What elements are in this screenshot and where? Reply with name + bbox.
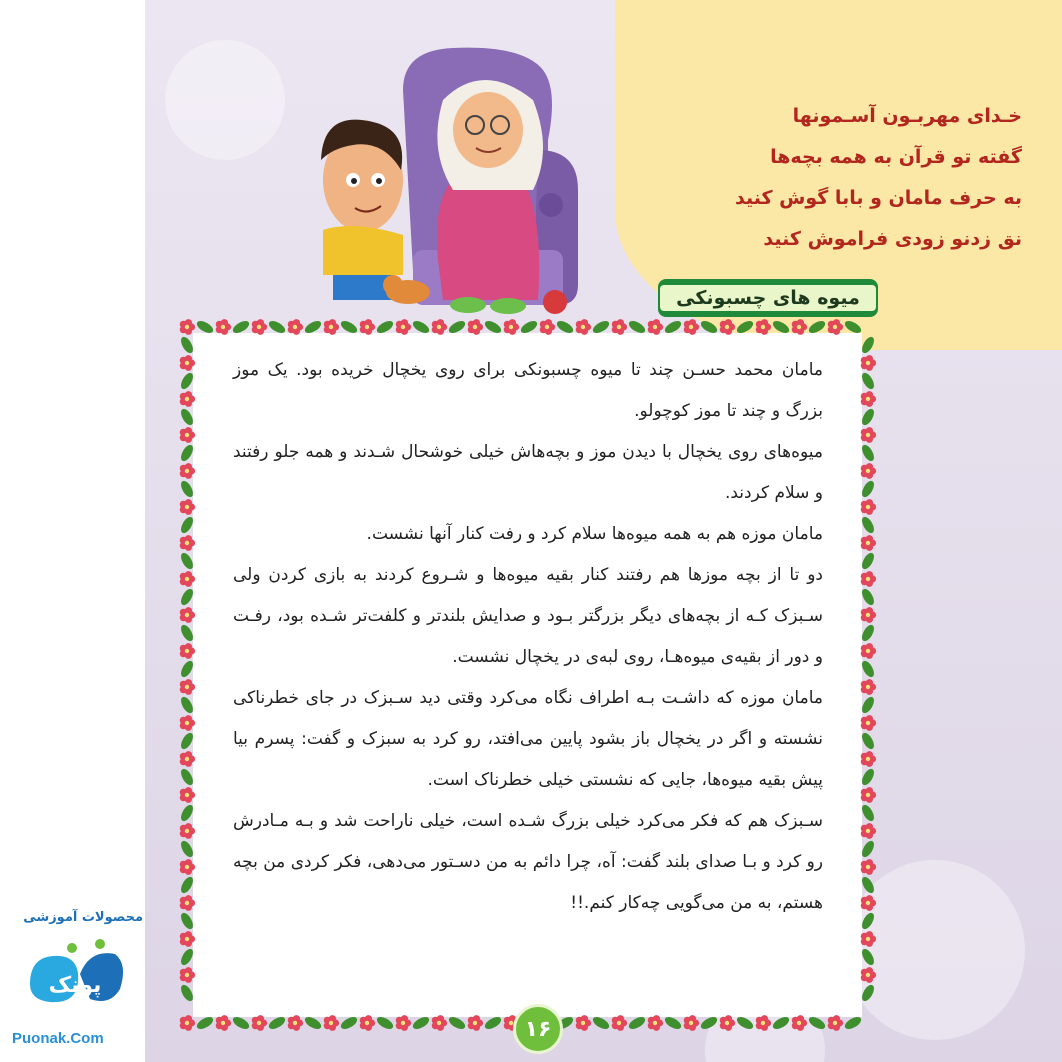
- border-flower-icon: [792, 1015, 807, 1031]
- border-leaf-icon: [267, 319, 287, 336]
- border-flower-icon: [324, 1015, 339, 1031]
- border-flower-icon: [828, 319, 843, 335]
- border-flower-icon: [180, 895, 195, 911]
- border-flower-icon: [396, 319, 411, 335]
- border-flower-icon: [504, 319, 519, 335]
- grandmother-face: [453, 92, 523, 168]
- border-flower-icon: [396, 1015, 411, 1031]
- border-leaf-icon: [179, 695, 196, 715]
- page-number: ۱۶: [513, 1004, 563, 1054]
- border-leaf-icon: [860, 695, 877, 715]
- border-leaf-icon: [179, 875, 196, 895]
- border-flower-icon: [432, 1015, 447, 1031]
- border-leaf-icon: [860, 875, 877, 895]
- border-leaf-icon: [663, 319, 683, 336]
- border-leaf-icon: [179, 515, 196, 535]
- cat-head: [383, 275, 403, 295]
- brand-tagline: محصولات آموزشی: [23, 910, 143, 925]
- yarn-ball-icon: [543, 290, 567, 314]
- story-paragraph: میوه‌های روی یخچال با دیدن موز و بچه‌هاش خیلی خوشحال شـدند و همه جلو رفتند و سلام کردند.: [233, 442, 823, 503]
- border-leaf-icon: [195, 319, 215, 336]
- border-leaf-icon: [860, 335, 877, 355]
- border-flower-icon: [180, 607, 195, 623]
- section-title: میوه های چسبونکی: [660, 285, 876, 311]
- border-flower-icon: [720, 319, 735, 335]
- border-leaf-icon: [555, 319, 575, 336]
- border-flower-icon: [861, 355, 876, 371]
- border-flower-icon: [252, 319, 267, 335]
- border-leaf-icon: [179, 767, 196, 787]
- poem-line: نق زدنو زودی فراموش کنید: [763, 228, 1022, 250]
- story-paragraph: دو تا از بچه موزها هم رفتند کنار بقیه میوه‌ها و شـروع کردند به بازی کردن ولی سـبزک کـه از بچه‌های دیگر بزرگتر بـود و صدایش بلندتر و کلفت‌تر شـده بود، رفـت و دور از بقیه‌ی میوه‌هـا، روی لبه‌ی در یخچال نشست.: [233, 565, 823, 667]
- book-page: [145, 0, 1062, 1062]
- border-leaf-icon: [860, 803, 877, 823]
- border-flower-icon: [180, 643, 195, 659]
- border-flower-icon: [324, 319, 339, 335]
- slipper-icon: [490, 298, 526, 314]
- border-leaf-icon: [860, 623, 877, 643]
- border-flower-icon: [861, 427, 876, 443]
- border-flower-icon: [861, 859, 876, 875]
- border-flower-icon: [180, 751, 195, 767]
- border-leaf-icon: [771, 319, 791, 336]
- border-flower-icon: [861, 931, 876, 947]
- border-leaf-icon: [179, 659, 196, 679]
- border-leaf-icon: [519, 319, 539, 336]
- border-leaf-icon: [375, 319, 395, 336]
- border-flower-icon: [684, 319, 699, 335]
- border-leaf-icon: [179, 407, 196, 427]
- border-flower-icon: [648, 1015, 663, 1031]
- border-leaf-icon: [179, 479, 196, 499]
- border-flower-icon: [216, 1015, 231, 1031]
- border-leaf-icon: [860, 479, 877, 499]
- border-leaf-icon: [843, 319, 863, 336]
- puonak-logo-icon: [20, 934, 130, 1014]
- border-flower-icon: [861, 895, 876, 911]
- poem-line: گفته تو قرآن به همه بچه‌ها: [770, 146, 1022, 168]
- border-leaf-icon: [339, 1015, 359, 1032]
- border-flower-icon: [612, 319, 627, 335]
- border-flower-icon: [576, 319, 591, 335]
- border-leaf-icon: [860, 983, 877, 1003]
- story-paragraph: مامان موزه که داشـت بـه اطراف نگاه می‌کرد وقتی دید سـبزک در جای خطرناکی نشسته و اگر در یخچال باز بشود پایین می‌افتد، رو کرد به سبزک و گفت: پسرم بیا پیش بقیه میوه‌ها، جایی که نشستی خیلی خطرناک است.: [233, 688, 823, 790]
- border-flower-icon: [288, 319, 303, 335]
- border-flower-icon: [756, 1015, 771, 1031]
- boy-shirt: [323, 226, 403, 275]
- border-flower-icon: [252, 1015, 267, 1031]
- border-leaf-icon: [179, 803, 196, 823]
- border-leaf-icon: [860, 371, 877, 391]
- border-leaf-icon: [179, 731, 196, 751]
- border-leaf-icon: [267, 1015, 287, 1032]
- border-flower-icon: [180, 463, 195, 479]
- border-leaf-icon: [627, 319, 647, 336]
- border-flower-icon: [180, 787, 195, 803]
- border-flower-icon: [180, 571, 195, 587]
- border-flower-icon: [468, 1015, 483, 1031]
- border-leaf-icon: [860, 947, 877, 967]
- border-leaf-icon: [375, 1015, 395, 1032]
- border-leaf-icon: [860, 839, 877, 859]
- story-text: [233, 350, 823, 924]
- border-flower-icon: [180, 715, 195, 731]
- border-flower-icon: [576, 1015, 591, 1031]
- border-flower-icon: [180, 679, 195, 695]
- border-flower-icon: [861, 715, 876, 731]
- border-leaf-icon: [483, 1015, 503, 1032]
- border-leaf-icon: [231, 1015, 251, 1032]
- border-leaf-icon: [179, 587, 196, 607]
- border-flower-icon: [432, 319, 447, 335]
- border-leaf-icon: [179, 839, 196, 859]
- border-flower-icon: [684, 1015, 699, 1031]
- border-leaf-icon: [860, 443, 877, 463]
- border-leaf-icon: [411, 319, 431, 336]
- border-flower-icon: [540, 319, 555, 335]
- border-leaf-icon: [231, 319, 251, 336]
- border-leaf-icon: [303, 1015, 323, 1032]
- story-paragraph: مامان موزه هم به همه میوه‌ها سلام کرد و رفت کنار آنها نشست.: [366, 524, 823, 544]
- border-flower-icon: [861, 499, 876, 515]
- border-leaf-icon: [411, 1015, 431, 1032]
- border-leaf-icon: [591, 1015, 611, 1032]
- border-flower-icon: [180, 967, 195, 983]
- border-leaf-icon: [179, 443, 196, 463]
- border-flower-icon: [360, 1015, 375, 1031]
- border-flower-icon: [180, 391, 195, 407]
- border-leaf-icon: [860, 767, 877, 787]
- border-flower-icon: [180, 535, 195, 551]
- border-leaf-icon: [735, 1015, 755, 1032]
- border-leaf-icon: [179, 371, 196, 391]
- border-leaf-icon: [447, 319, 467, 336]
- border-flower-icon: [861, 571, 876, 587]
- boy-pupil: [351, 178, 357, 184]
- border-flower-icon: [861, 967, 876, 983]
- border-flower-icon: [180, 931, 195, 947]
- poem-line: خـدای مهربـون آسـمونها: [792, 105, 1022, 127]
- border-flower-icon: [288, 1015, 303, 1031]
- border-leaf-icon: [860, 911, 877, 931]
- border-flower-icon: [180, 823, 195, 839]
- border-flower-icon: [720, 1015, 735, 1031]
- border-flower-icon: [861, 823, 876, 839]
- border-leaf-icon: [860, 515, 877, 535]
- slipper-icon: [450, 297, 486, 313]
- border-flower-icon: [861, 463, 876, 479]
- armchair-swirl: [539, 193, 563, 217]
- brand-url: Puonak.Com: [12, 1030, 104, 1047]
- border-flower-icon: [828, 1015, 843, 1031]
- border-flower-icon: [180, 499, 195, 515]
- border-leaf-icon: [807, 1015, 827, 1032]
- poem: [642, 96, 1022, 260]
- border-flower-icon: [861, 391, 876, 407]
- svg-text:پونک: پونک: [48, 973, 102, 998]
- border-leaf-icon: [860, 731, 877, 751]
- border-flower-icon: [180, 427, 195, 443]
- border-flower-icon: [360, 319, 375, 335]
- border-leaf-icon: [179, 983, 196, 1003]
- border-leaf-icon: [179, 623, 196, 643]
- border-leaf-icon: [699, 1015, 719, 1032]
- section-title-box: [658, 279, 878, 317]
- border-flower-icon: [861, 535, 876, 551]
- border-flower-icon: [180, 859, 195, 875]
- border-flower-icon: [180, 1015, 195, 1031]
- border-flower-icon: [861, 751, 876, 767]
- border-flower-icon: [468, 319, 483, 335]
- border-leaf-icon: [627, 1015, 647, 1032]
- border-leaf-icon: [447, 1015, 467, 1032]
- border-leaf-icon: [303, 319, 323, 336]
- story-paragraph: مامان محمد حسـن چند تا میوه چسبونکی برای روی یخچال خریده بود. یک موز بزرگ و چند تا موز کوچولو.: [233, 360, 823, 421]
- border-leaf-icon: [663, 1015, 683, 1032]
- poem-line: به حرف مامان و بابا گوش کنید: [734, 187, 1022, 209]
- border-leaf-icon: [179, 551, 196, 571]
- border-leaf-icon: [860, 659, 877, 679]
- border-leaf-icon: [591, 319, 611, 336]
- border-leaf-icon: [807, 319, 827, 336]
- border-leaf-icon: [179, 911, 196, 931]
- border-flower-icon: [180, 355, 195, 371]
- border-flower-icon: [792, 319, 807, 335]
- border-flower-icon: [216, 319, 231, 335]
- border-flower-icon: [612, 1015, 627, 1031]
- border-leaf-icon: [860, 551, 877, 571]
- grandmother-boy-illustration: [293, 30, 593, 320]
- brand-watermark: [0, 910, 145, 1050]
- border-flower-icon: [861, 787, 876, 803]
- border-flower-icon: [180, 319, 195, 335]
- border-flower-icon: [756, 319, 771, 335]
- border-leaf-icon: [860, 407, 877, 427]
- border-flower-icon: [861, 679, 876, 695]
- border-leaf-icon: [860, 587, 877, 607]
- border-leaf-icon: [179, 947, 196, 967]
- border-leaf-icon: [843, 1015, 863, 1032]
- border-leaf-icon: [339, 319, 359, 336]
- story-paragraph: سـبزک هم که فکر می‌کرد خیلی بزرگ شـده است، خیلی ناراحت شد و بـه مـادرش رو کرد و بـا صدای بلند گفت: آه، چرا دائم به من دسـتور می‌دهی، فکر کردی من بچه هستم، به من می‌گویی چه‌کار کنم.!!: [233, 811, 823, 913]
- border-leaf-icon: [195, 1015, 215, 1032]
- border-leaf-icon: [771, 1015, 791, 1032]
- border-flower-icon: [861, 607, 876, 623]
- border-leaf-icon: [483, 319, 503, 336]
- border-flower-icon: [648, 319, 663, 335]
- border-leaf-icon: [179, 335, 196, 355]
- border-leaf-icon: [735, 319, 755, 336]
- grandmother-dress: [437, 177, 539, 300]
- border-leaf-icon: [699, 319, 719, 336]
- boy-pupil: [376, 178, 382, 184]
- background-flower: [165, 40, 285, 160]
- border-flower-icon: [861, 643, 876, 659]
